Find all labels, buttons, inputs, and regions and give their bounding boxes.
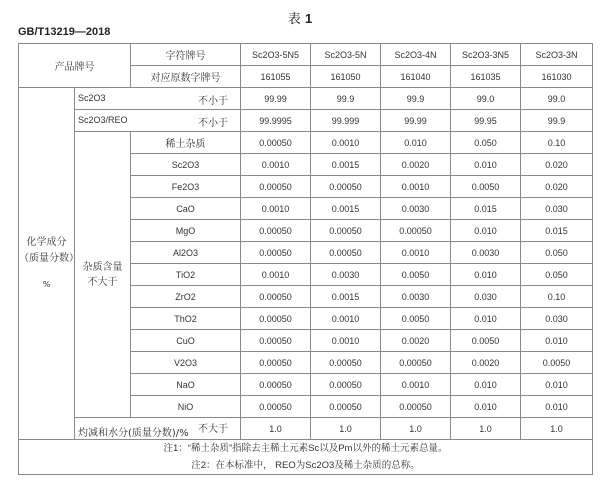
grade-cell: Sc2O3-5N5 xyxy=(241,44,311,66)
value-cell: 0.010 xyxy=(451,264,521,286)
value-cell: 0.020 xyxy=(521,176,593,198)
spec-table xyxy=(18,43,593,475)
value-cell: 0.0010 xyxy=(311,330,381,352)
value-cell: 0.00050 xyxy=(311,242,381,264)
impurity-item-name: 稀土杂质 xyxy=(131,132,241,154)
header-row-char xyxy=(19,44,593,66)
table-number: 1 xyxy=(304,11,313,26)
value-cell: 99.99 xyxy=(241,88,311,110)
value-cell: 0.0050 xyxy=(521,352,593,374)
purity-item-name: Sc2O3/REO xyxy=(78,115,128,125)
char-grade-label: 字符牌号 xyxy=(131,44,241,66)
value-cell: 0.10 xyxy=(521,132,593,154)
value-cell: 0.00050 xyxy=(241,176,311,198)
ignition-label: 灼减和水分(质量分数)/% xyxy=(78,428,189,439)
value-cell: 1.0 xyxy=(521,418,593,440)
value-cell: 0.0030 xyxy=(311,264,381,286)
not-less-than-label: 不小于 xyxy=(198,96,228,107)
value-cell: 0.0030 xyxy=(381,198,451,220)
grade-cell: Sc2O3-3N xyxy=(521,44,593,66)
impurity-item-name: CuO xyxy=(131,330,241,352)
value-cell: 0.050 xyxy=(521,264,593,286)
value-cell: 0.0050 xyxy=(381,264,451,286)
purity-item-label xyxy=(75,88,241,110)
note-line: 注2：在本标准中， REO为Sc2O3及稀土杂质的总称。 xyxy=(191,460,420,471)
value-cell: 0.0030 xyxy=(381,286,451,308)
num-grade-label: 对应原数字牌号 xyxy=(131,66,241,88)
grade-cell: Sc2O3-5N xyxy=(311,44,381,66)
numeric-grade-cell: 161030 xyxy=(521,66,593,88)
impurity-item-name: Fe2O3 xyxy=(131,176,241,198)
value-cell: 0.00050 xyxy=(241,330,311,352)
value-cell: 0.00050 xyxy=(381,352,451,374)
value-cell: 99.0 xyxy=(451,88,521,110)
impurity-item-name: CaO xyxy=(131,198,241,220)
value-cell: 0.050 xyxy=(451,132,521,154)
impurity-item-name: Sc2O3 xyxy=(131,154,241,176)
ignition-label-cell xyxy=(75,418,241,440)
value-cell: 1.0 xyxy=(451,418,521,440)
impurity-label-line: 杂质含量 xyxy=(82,261,123,273)
value-cell: 99.99 xyxy=(381,110,451,132)
value-cell: 99.9 xyxy=(381,88,451,110)
value-cell: 0.00050 xyxy=(311,374,381,396)
value-cell: 0.0030 xyxy=(451,242,521,264)
value-cell: 0.00050 xyxy=(241,352,311,374)
value-cell: 0.050 xyxy=(521,242,593,264)
value-cell: 99.9995 xyxy=(241,110,311,132)
value-cell: 99.9 xyxy=(311,88,381,110)
purity-row xyxy=(19,88,593,110)
value-cell: 0.030 xyxy=(451,286,521,308)
table-title xyxy=(0,8,600,27)
value-cell: 0.030 xyxy=(521,308,593,330)
impurity-item-name: Al2O3 xyxy=(131,242,241,264)
not-less-than-label: 不小于 xyxy=(198,118,228,129)
impurity-item-name: ZrO2 xyxy=(131,286,241,308)
value-cell: 0.010 xyxy=(451,154,521,176)
value-cell: 0.0015 xyxy=(311,286,381,308)
value-cell: 0.00050 xyxy=(241,308,311,330)
value-cell: 0.0050 xyxy=(451,330,521,352)
impurity-row xyxy=(19,132,593,154)
value-cell: 0.0020 xyxy=(381,330,451,352)
notes-cell xyxy=(19,440,593,475)
value-cell: 0.0010 xyxy=(381,374,451,396)
value-cell: 0.00050 xyxy=(381,220,451,242)
table-title-prefix: 表 xyxy=(287,12,301,27)
chemical-label-line: 化学成分 xyxy=(26,236,67,248)
value-cell: 0.00050 xyxy=(311,396,381,418)
numeric-grade-cell: 161035 xyxy=(451,66,521,88)
value-cell: 0.010 xyxy=(521,374,593,396)
grade-cell: Sc2O3-3N5 xyxy=(451,44,521,66)
value-cell: 0.0015 xyxy=(311,154,381,176)
impurity-item-name: ThO2 xyxy=(131,308,241,330)
value-cell: 0.010 xyxy=(451,396,521,418)
impurity-item-name: TiO2 xyxy=(131,264,241,286)
purity-item-label xyxy=(75,110,241,132)
product-grade-label: 产品牌号 xyxy=(19,44,131,88)
value-cell: 99.95 xyxy=(451,110,521,132)
value-cell: 0.0010 xyxy=(311,132,381,154)
value-cell: 0.00050 xyxy=(311,176,381,198)
ignition-row xyxy=(19,418,593,440)
not-more-than-label: 不大于 xyxy=(198,424,228,435)
value-cell: 0.00050 xyxy=(241,242,311,264)
value-cell: 0.0050 xyxy=(381,308,451,330)
value-cell: 0.010 xyxy=(451,374,521,396)
value-cell: 0.0015 xyxy=(311,198,381,220)
value-cell: 99.9 xyxy=(521,110,593,132)
value-cell: 0.0020 xyxy=(451,352,521,374)
value-cell: 0.10 xyxy=(521,286,593,308)
notes-row xyxy=(19,440,593,475)
value-cell: 0.015 xyxy=(521,220,593,242)
value-cell: 0.00050 xyxy=(241,220,311,242)
value-cell: 0.0020 xyxy=(381,154,451,176)
value-cell: 0.010 xyxy=(521,330,593,352)
value-cell: 1.0 xyxy=(311,418,381,440)
value-cell: 0.010 xyxy=(521,396,593,418)
impurity-label-line: 不大于 xyxy=(87,276,118,288)
value-cell: 0.010 xyxy=(381,132,451,154)
value-cell: 0.00050 xyxy=(241,286,311,308)
value-cell: 0.010 xyxy=(451,220,521,242)
value-cell: 0.0010 xyxy=(381,242,451,264)
impurity-item-name: NaO xyxy=(131,374,241,396)
numeric-grade-cell: 161050 xyxy=(311,66,381,88)
impurity-item-name: NiO xyxy=(131,396,241,418)
value-cell: 0.010 xyxy=(451,308,521,330)
value-cell: 0.00050 xyxy=(241,396,311,418)
impurity-item-name: MgO xyxy=(131,220,241,242)
value-cell: 0.0010 xyxy=(241,264,311,286)
numeric-grade-cell: 161040 xyxy=(381,66,451,88)
standard-code: GB/T13219—2018 xyxy=(18,26,111,38)
chemical-label-line: （质量分数） xyxy=(19,252,79,264)
impurity-item-name: V2O3 xyxy=(131,352,241,374)
value-cell: 0.00050 xyxy=(381,396,451,418)
chemical-composition-label xyxy=(19,88,79,440)
numeric-grade-cell: 161055 xyxy=(241,66,311,88)
value-cell: 0.00050 xyxy=(311,220,381,242)
note-line: 注1：“稀土杂质”指除去主稀土元素Sc以及Pm以外的稀土元素总量。 xyxy=(163,443,448,454)
grade-cell: Sc2O3-4N xyxy=(381,44,451,66)
value-cell: 0.020 xyxy=(521,154,593,176)
value-cell: 0.0050 xyxy=(451,176,521,198)
value-cell: 1.0 xyxy=(381,418,451,440)
value-cell: 0.00050 xyxy=(241,374,311,396)
value-cell: 0.030 xyxy=(521,198,593,220)
value-cell: 0.0010 xyxy=(241,198,311,220)
value-cell: 0.00050 xyxy=(311,352,381,374)
value-cell: 1.0 xyxy=(241,418,311,440)
value-cell: 0.0010 xyxy=(381,176,451,198)
value-cell: 0.0010 xyxy=(241,154,311,176)
value-cell: 99.999 xyxy=(311,110,381,132)
value-cell: 99.0 xyxy=(521,88,593,110)
purity-row xyxy=(19,110,593,132)
value-cell: 0.015 xyxy=(451,198,521,220)
purity-item-name: Sc2O3 xyxy=(78,93,106,103)
chemical-label-line: % xyxy=(42,279,51,289)
impurity-content-label xyxy=(75,132,131,418)
value-cell: 0.00050 xyxy=(241,132,311,154)
value-cell: 0.0010 xyxy=(311,308,381,330)
